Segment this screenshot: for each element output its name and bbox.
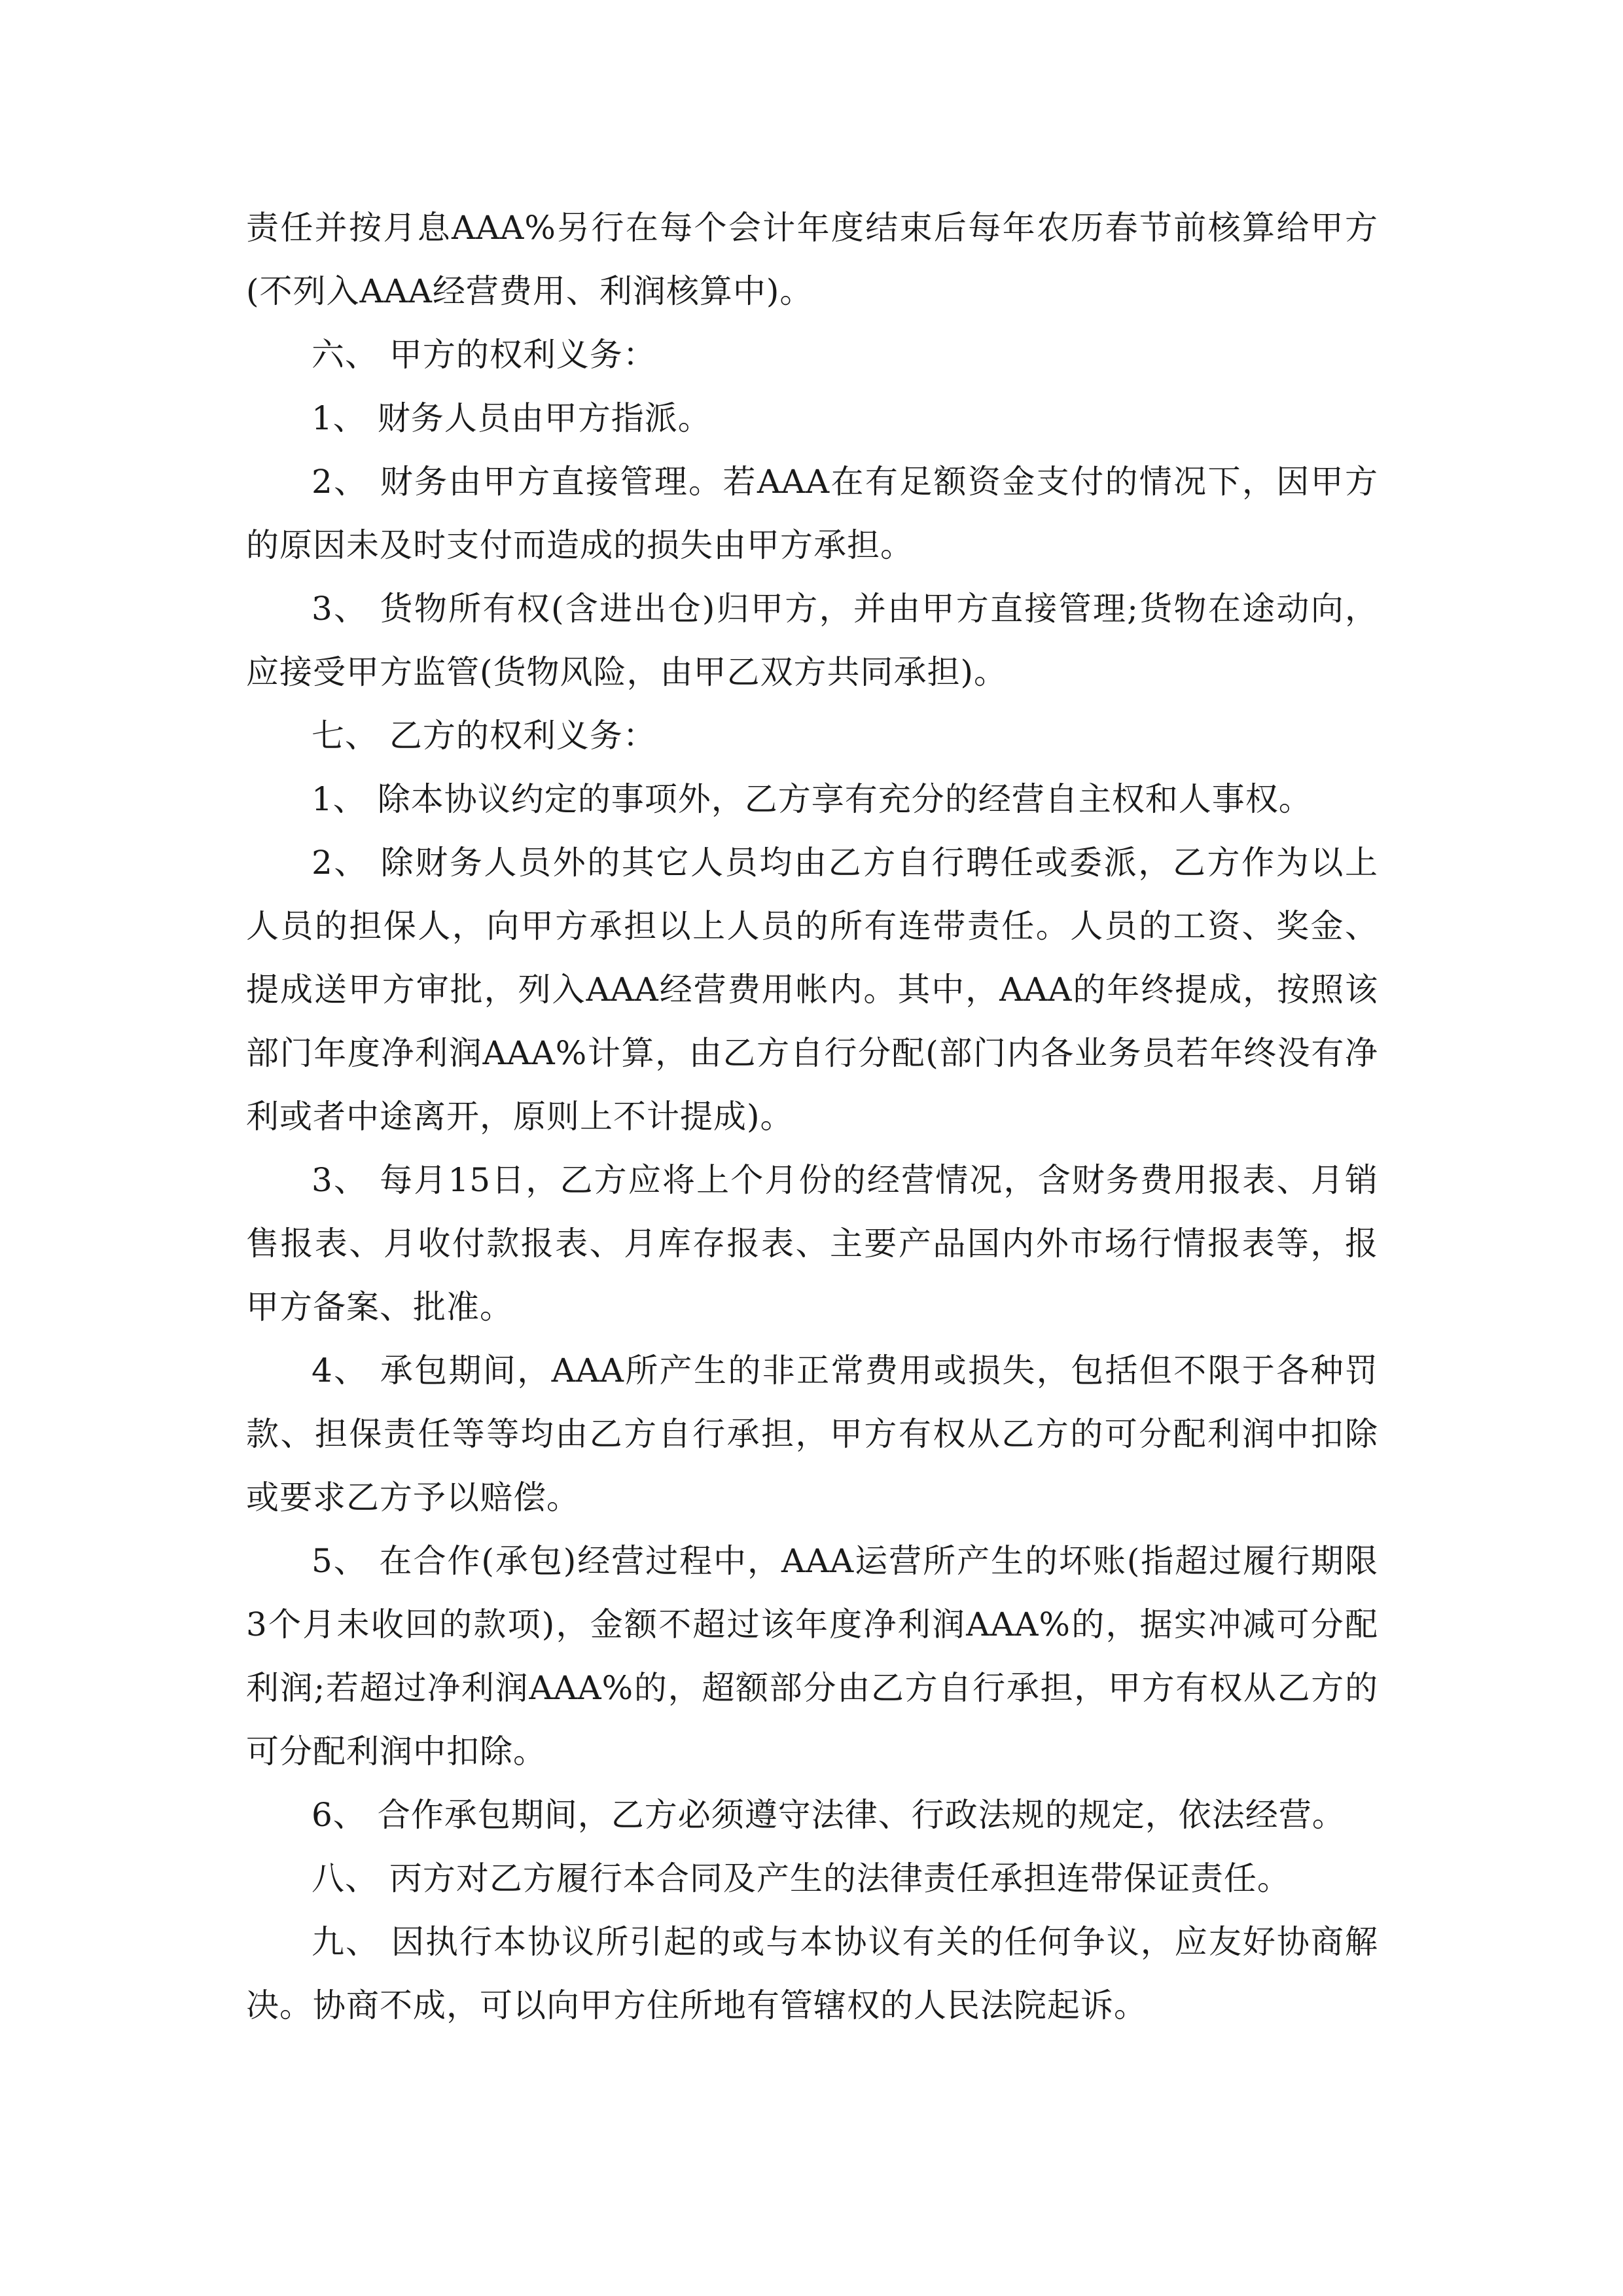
clause-7-3: 3、 每月15日，乙方应将上个月份的经营情况，含财务费用报表、月销售报表、月收付款报表、月库存报表、主要产品国内外市场行情报表等，报甲方备案、批准。 — [246, 1161, 1378, 1326]
clause-7-4: 4、 承包期间，AAA所产生的非正常费用或损失，包括但不限于各种罚款、担保责任等等均由乙方自行承担，甲方有权从乙方的可分配利润中扣除或要求乙方予以赔偿。 — [246, 1352, 1378, 1516]
section-heading-7: 七、 乙方的权利义务： — [312, 717, 656, 755]
section-heading-6: 六、 甲方的权利义务： — [312, 336, 656, 374]
clause-7-1: 1、 除本协议约定的事项外，乙方享有充分的经营自主权和人事权。 — [312, 780, 1312, 818]
clause-6-2: 2、 财务由甲方直接管理。若AAA在有足额资金支付的情况下，因甲方的原因未及时支付而造成的损失由甲方承担。 — [246, 463, 1378, 564]
clause-6-3: 3、 货物所有权(含进出仓)归甲方，并由甲方直接管理;货物在途动向，应接受甲方监管(货物风险，由甲乙双方共同承担)。 — [246, 590, 1378, 691]
clause-7-5: 5、 在合作(承包)经营过程中，AAA运营所产生的坏账(指超过履行期限3个月未收回的款项)，金额不超过该年度净利润AAA%的，据实冲减可分配利润;若超过净利润AAA%的，超额部分由乙方自行承担，甲方有权从乙方的可分配利润中扣除。 — [246, 1542, 1378, 1770]
paragraph-continuation: 责任并按月息AAA%另行在每个会计年度结束后每年农历春节前核算给甲方(不列入AAA经营费用、利润核算中)。 — [246, 209, 1378, 310]
clause-7-2: 2、 除财务人员外的其它人员均由乙方自行聘任或委派，乙方作为以上人员的担保人，向甲方承担以上人员的所有连带责任。人员的工资、奖金、提成送甲方审批，列入AAA经营费用帐内。其中，AAA的年终提成，按照该部门年度净利润AAA%计算，由乙方自行分配(部门内各业务员若年终没有净利或者中途离开，原则上不计提成)。 — [246, 844, 1378, 1136]
document-body — [246, 196, 1378, 2037]
clause-6-1: 1、 财务人员由甲方指派。 — [312, 399, 711, 437]
clause-7-6: 6、 合作承包期间，乙方必须遵守法律、行政法规的规定，依法经营。 — [312, 1796, 1346, 1834]
section-8: 八、 丙方对乙方履行本合同及产生的法律责任承担连带保证责任。 — [312, 1859, 1291, 1897]
section-9: 九、 因执行本协议所引起的或与本协议有关的任何争议，应友好协商解决。协商不成，可以向甲方住所地有管辖权的人民法院起诉。 — [246, 1923, 1378, 2024]
